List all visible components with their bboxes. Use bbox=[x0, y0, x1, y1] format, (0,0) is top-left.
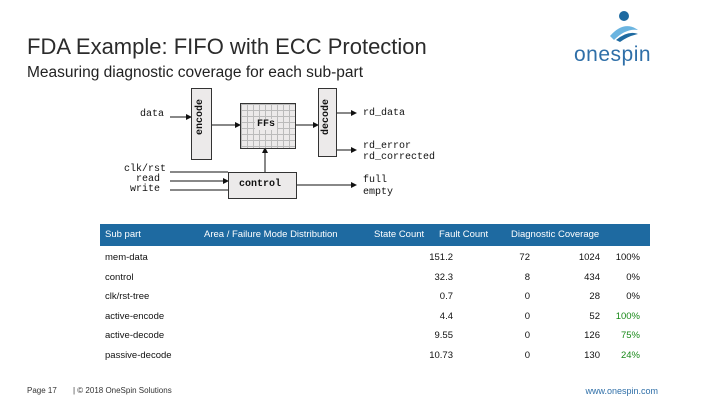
cell-state-count: 0 bbox=[524, 330, 530, 341]
cell-fault-count: 1024 bbox=[578, 252, 600, 263]
cell-sub-part: mem-data bbox=[105, 252, 148, 263]
cell-area: 151.2 bbox=[429, 252, 453, 263]
logo-text: onespin bbox=[574, 43, 652, 66]
page-subtitle: Measuring diagnostic coverage for each sub-part bbox=[27, 64, 364, 81]
ffs-label: FFs bbox=[257, 119, 276, 130]
cell-area: 32.3 bbox=[434, 271, 453, 283]
cell-diagnostic-coverage: 75% bbox=[620, 330, 640, 341]
cell-diagnostic-coverage: 0% bbox=[626, 291, 640, 302]
header-area: Area / Failure Mode Distribution bbox=[199, 224, 369, 246]
cell-state-count: 0 bbox=[524, 310, 530, 322]
cell-area: 0.7 bbox=[439, 291, 453, 302]
cell-diagnostic-coverage: 24% bbox=[620, 349, 640, 361]
cell-state-count: 72 bbox=[519, 252, 530, 263]
cell-sub-part: active-decode bbox=[105, 330, 165, 341]
cell-diagnostic-coverage: 100% bbox=[615, 310, 640, 322]
cell-fault-count: 434 bbox=[584, 271, 600, 283]
cell-area: 9.55 bbox=[434, 330, 453, 341]
encode-label: encode bbox=[195, 99, 206, 136]
page-title: FDA Example: FIFO with ECC Protection bbox=[27, 34, 427, 59]
ffs-block bbox=[240, 103, 296, 149]
cell-fault-count: 28 bbox=[589, 291, 600, 302]
input-write-label: write bbox=[130, 184, 161, 195]
header-diagnostic-coverage: Diagnostic Coverage bbox=[504, 224, 650, 246]
output-rd-error-label: rd_error bbox=[363, 141, 412, 152]
table-row bbox=[100, 288, 648, 308]
table-row bbox=[100, 347, 648, 367]
cell-state-count: 0 bbox=[524, 349, 530, 361]
cell-diagnostic-coverage: 100% bbox=[615, 252, 640, 263]
cell-area: 10.73 bbox=[429, 349, 453, 361]
input-clk-rst-label: clk/rst bbox=[124, 164, 167, 175]
copyright: | © 2018 OneSpin Solutions bbox=[73, 386, 172, 395]
input-data-label: data bbox=[140, 109, 165, 120]
cell-area: 4.4 bbox=[439, 310, 453, 322]
header-sub-part: Sub part bbox=[100, 224, 199, 246]
control-block bbox=[228, 172, 297, 199]
cell-fault-count: 130 bbox=[584, 349, 600, 361]
cell-fault-count: 126 bbox=[584, 330, 600, 341]
decode-label: decode bbox=[321, 99, 332, 136]
output-rd-data-label: rd_data bbox=[363, 108, 406, 119]
output-rd-corrected-label: rd_corrected bbox=[363, 152, 436, 163]
decode-block bbox=[318, 88, 337, 157]
cell-sub-part: control bbox=[105, 271, 134, 283]
cell-sub-part: passive-decode bbox=[105, 349, 172, 361]
table-row bbox=[100, 269, 648, 289]
cell-state-count: 0 bbox=[524, 291, 530, 302]
cell-fault-count: 52 bbox=[589, 310, 600, 322]
encode-block bbox=[191, 88, 212, 160]
cell-sub-part: active-encode bbox=[105, 310, 165, 322]
output-full-label: full bbox=[363, 175, 388, 186]
cell-sub-part: clk/rst-tree bbox=[105, 291, 150, 302]
output-empty-label: empty bbox=[363, 187, 394, 198]
cell-state-count: 8 bbox=[524, 271, 530, 283]
table-row bbox=[100, 249, 648, 269]
header-state-count: State Count bbox=[368, 224, 437, 246]
input-read-label: read bbox=[136, 174, 161, 185]
cell-diagnostic-coverage: 0% bbox=[626, 271, 640, 283]
table-row bbox=[100, 308, 648, 328]
page-number: Page 17 bbox=[27, 386, 57, 395]
header-fault-count: Fault Count bbox=[434, 224, 505, 246]
table-row bbox=[100, 327, 648, 347]
control-label: control bbox=[239, 179, 282, 190]
website-link[interactable]: www.onespin.com bbox=[585, 386, 658, 396]
